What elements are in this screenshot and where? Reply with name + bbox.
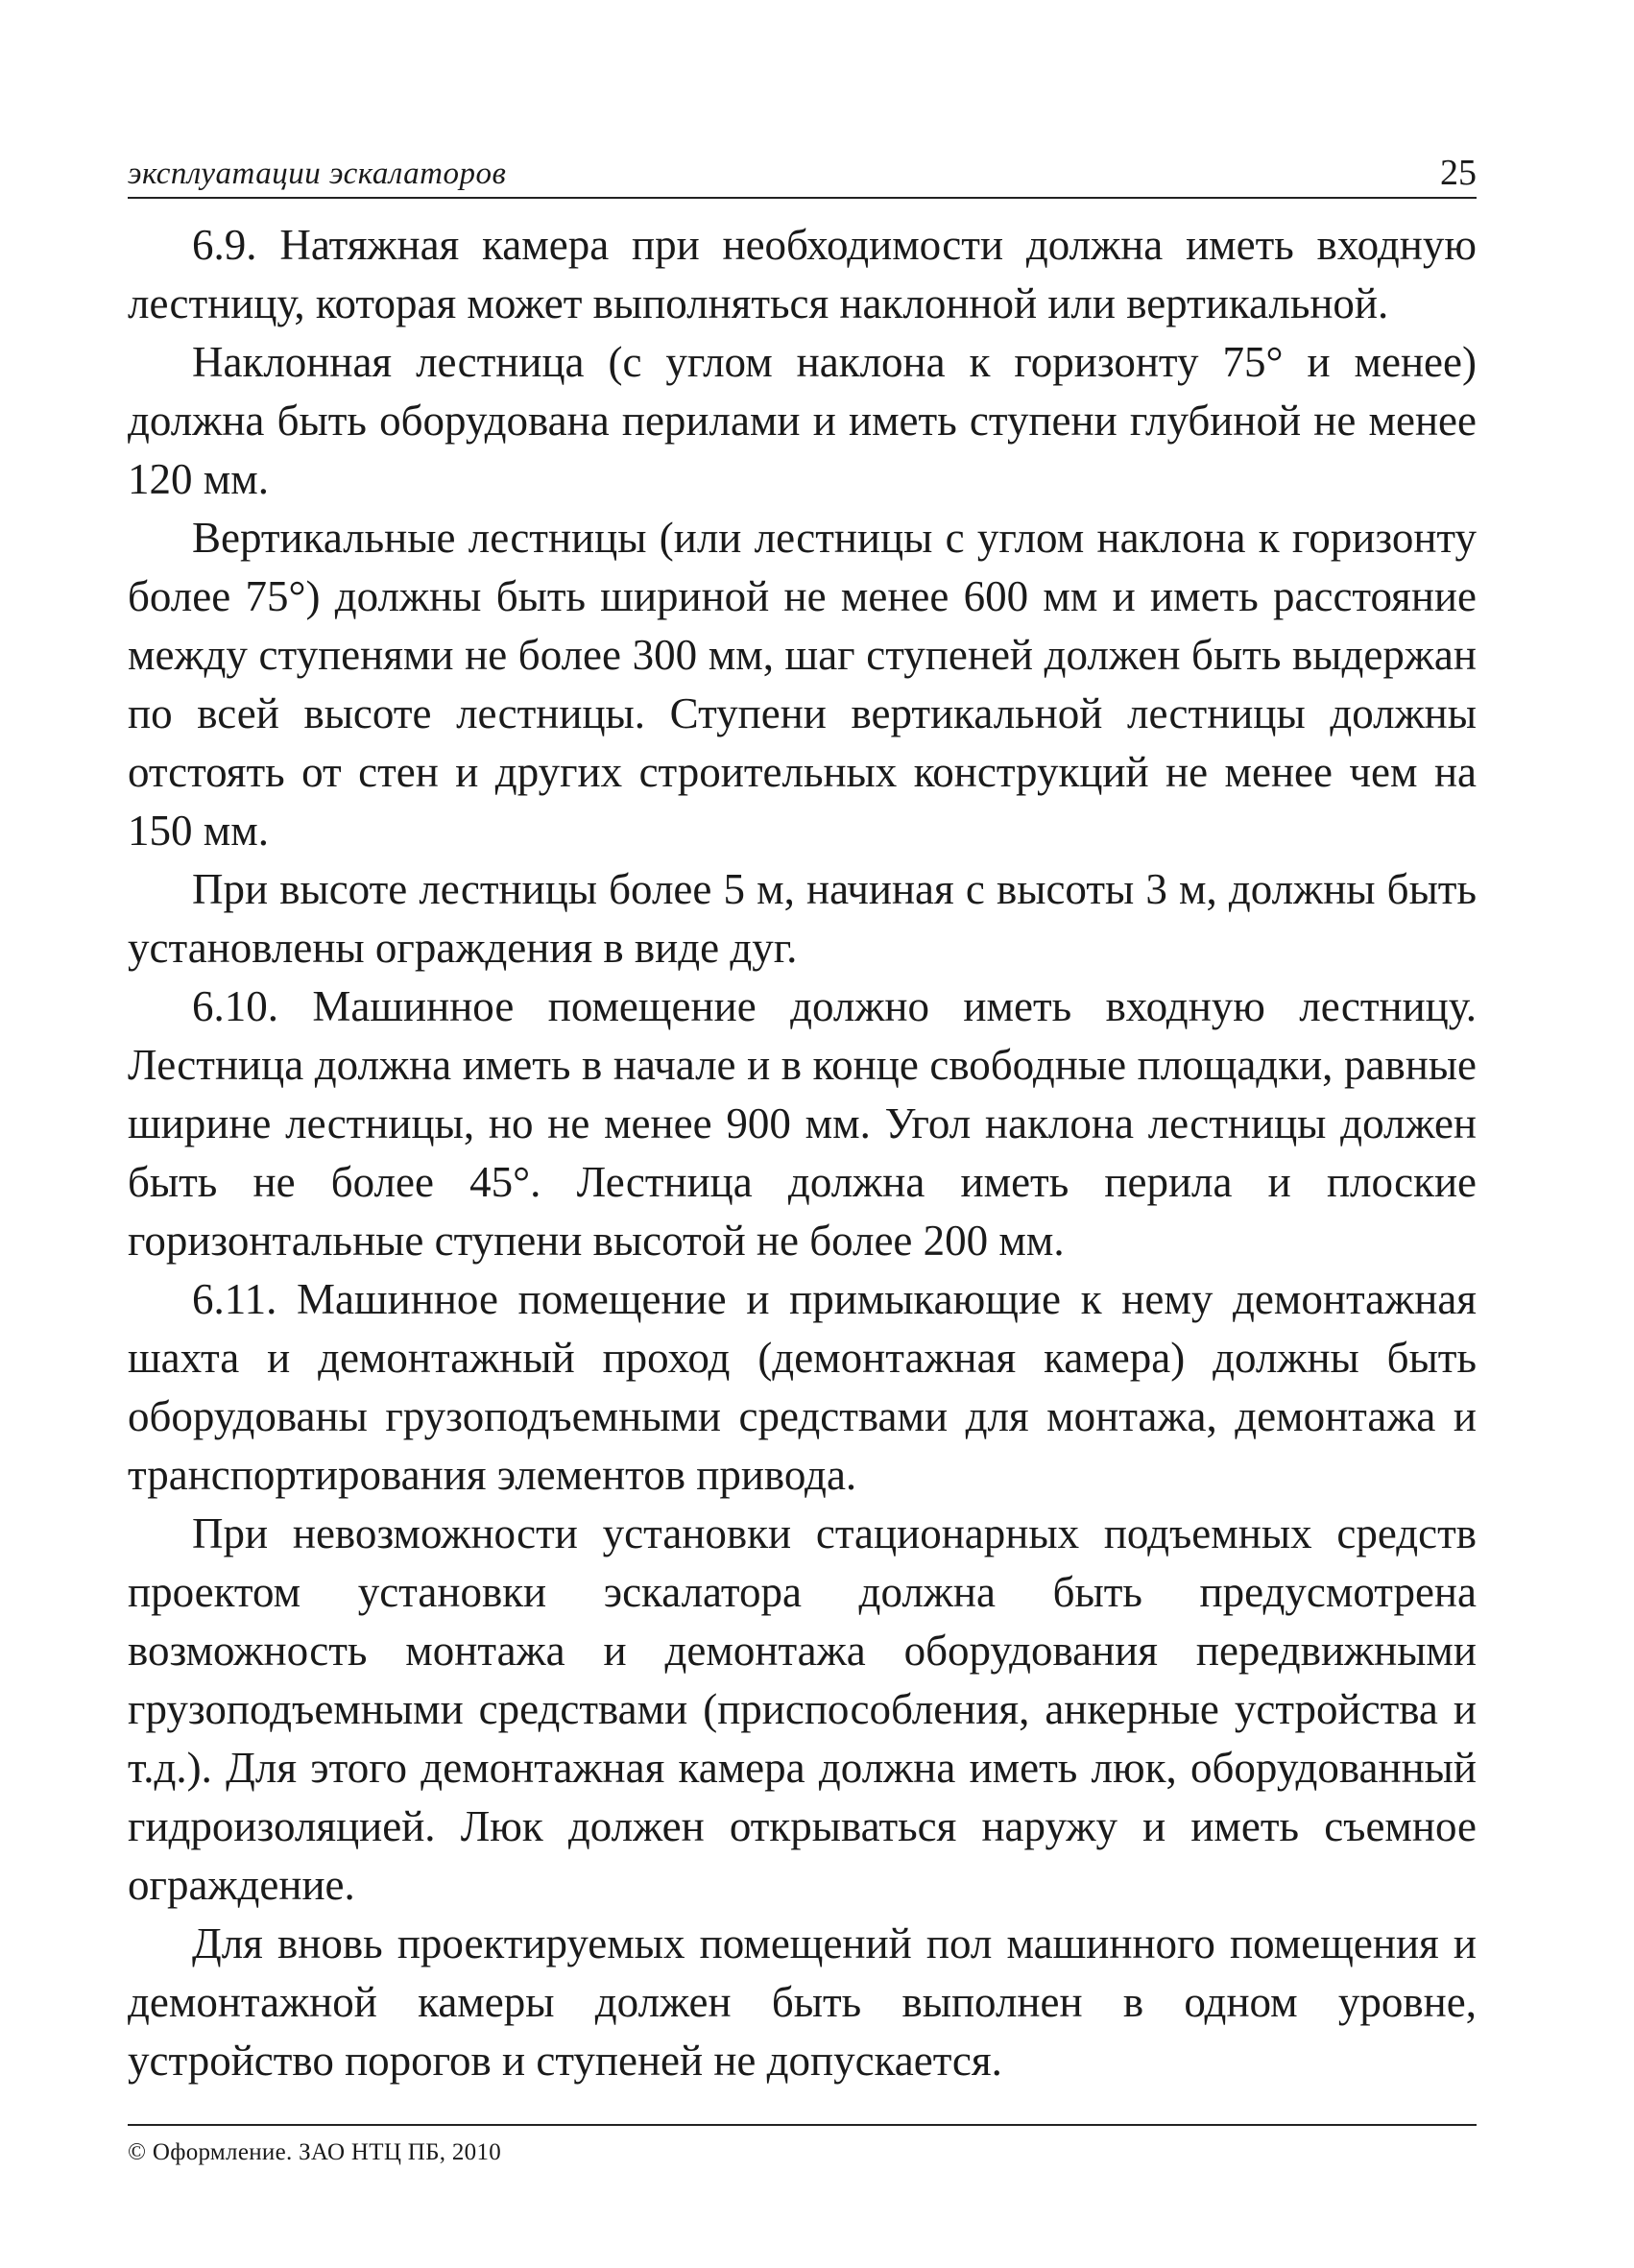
paragraph-6-10: 6.10. Машинное помещение должно иметь входную лестницу. Лестница должна иметь в начале и в конце свободные площадки, равные ширине лестницы, но не менее 900 мм. Угол наклона лестницы должен быть не более 45°. Лестница должна иметь перила и плоские горизонтальные ступени высотой не более 200 мм. [128, 982, 1477, 1265]
paragraph-mobile-lifting: При невозможности установки стационарных подъемных средств проектом установки эскалатора должна быть предусмотрена возможность монтажа и демонтажа оборудования передвижными грузоподъемными средствами (приспособления, анкерные устройства и т.д.). Для этого демонтажная камера должна иметь люк, оборудованный гидроизоляцией. Люк должен открываться наружу и иметь съемное ограждение. [128, 1509, 1477, 1909]
footer-rule [128, 2124, 1477, 2126]
paragraph-vertical-ladder: Вертикальные лестницы (или лестницы с углом наклона к горизонту более 75°) должны быть шириной не менее 600 мм и иметь расстояние между ступенями не более 300 мм, шаг ступеней должен быть выдержан по всей высоте лестницы. Ступени вертикальной лестницы должны отстоять от стен и других строительных конструкций не менее чем на 150 мм. [128, 514, 1477, 855]
running-header [128, 154, 1477, 198]
page-number: 25 [1440, 153, 1477, 193]
body-text [128, 216, 1477, 2090]
paragraph-ladder-guards: При высоте лестницы более 5 м, начиная с высоты 3 м, должны быть установлены ограждения в виде дуг. [128, 865, 1477, 972]
header-rule [128, 197, 1477, 199]
paragraph-inclined-ladder: Наклонная лестница (с углом наклона к горизонту 75° и менее) должна быть оборудована перилами и иметь ступени глубиной не менее 120 мм. [128, 338, 1477, 503]
paragraph-floor-level: Для вновь проектируемых помещений пол машинного помещения и демонтажной камеры должен быть выполнен в одном уровне, устройство порогов и ступеней не допускается. [128, 1919, 1477, 2085]
paragraph-6-9: 6.9. Натяжная камера при необходимости должна иметь входную лестницу, которая может выполняться наклонной или вертикальной. [128, 221, 1477, 327]
footer-copyright: © Оформление. ЗАО НТЦ ПБ, 2010 [128, 2139, 502, 2165]
paragraph-6-11: 6.11. Машинное помещение и примыкающие к нему демонтажная шахта и демонтажный проход (демонтажная камера) должны быть оборудованы грузоподъемными средствами для монтажа, демонтажа и транспортирования элементов привода. [128, 1275, 1477, 1499]
running-title: эксплуатации эскалаторов [128, 157, 507, 191]
